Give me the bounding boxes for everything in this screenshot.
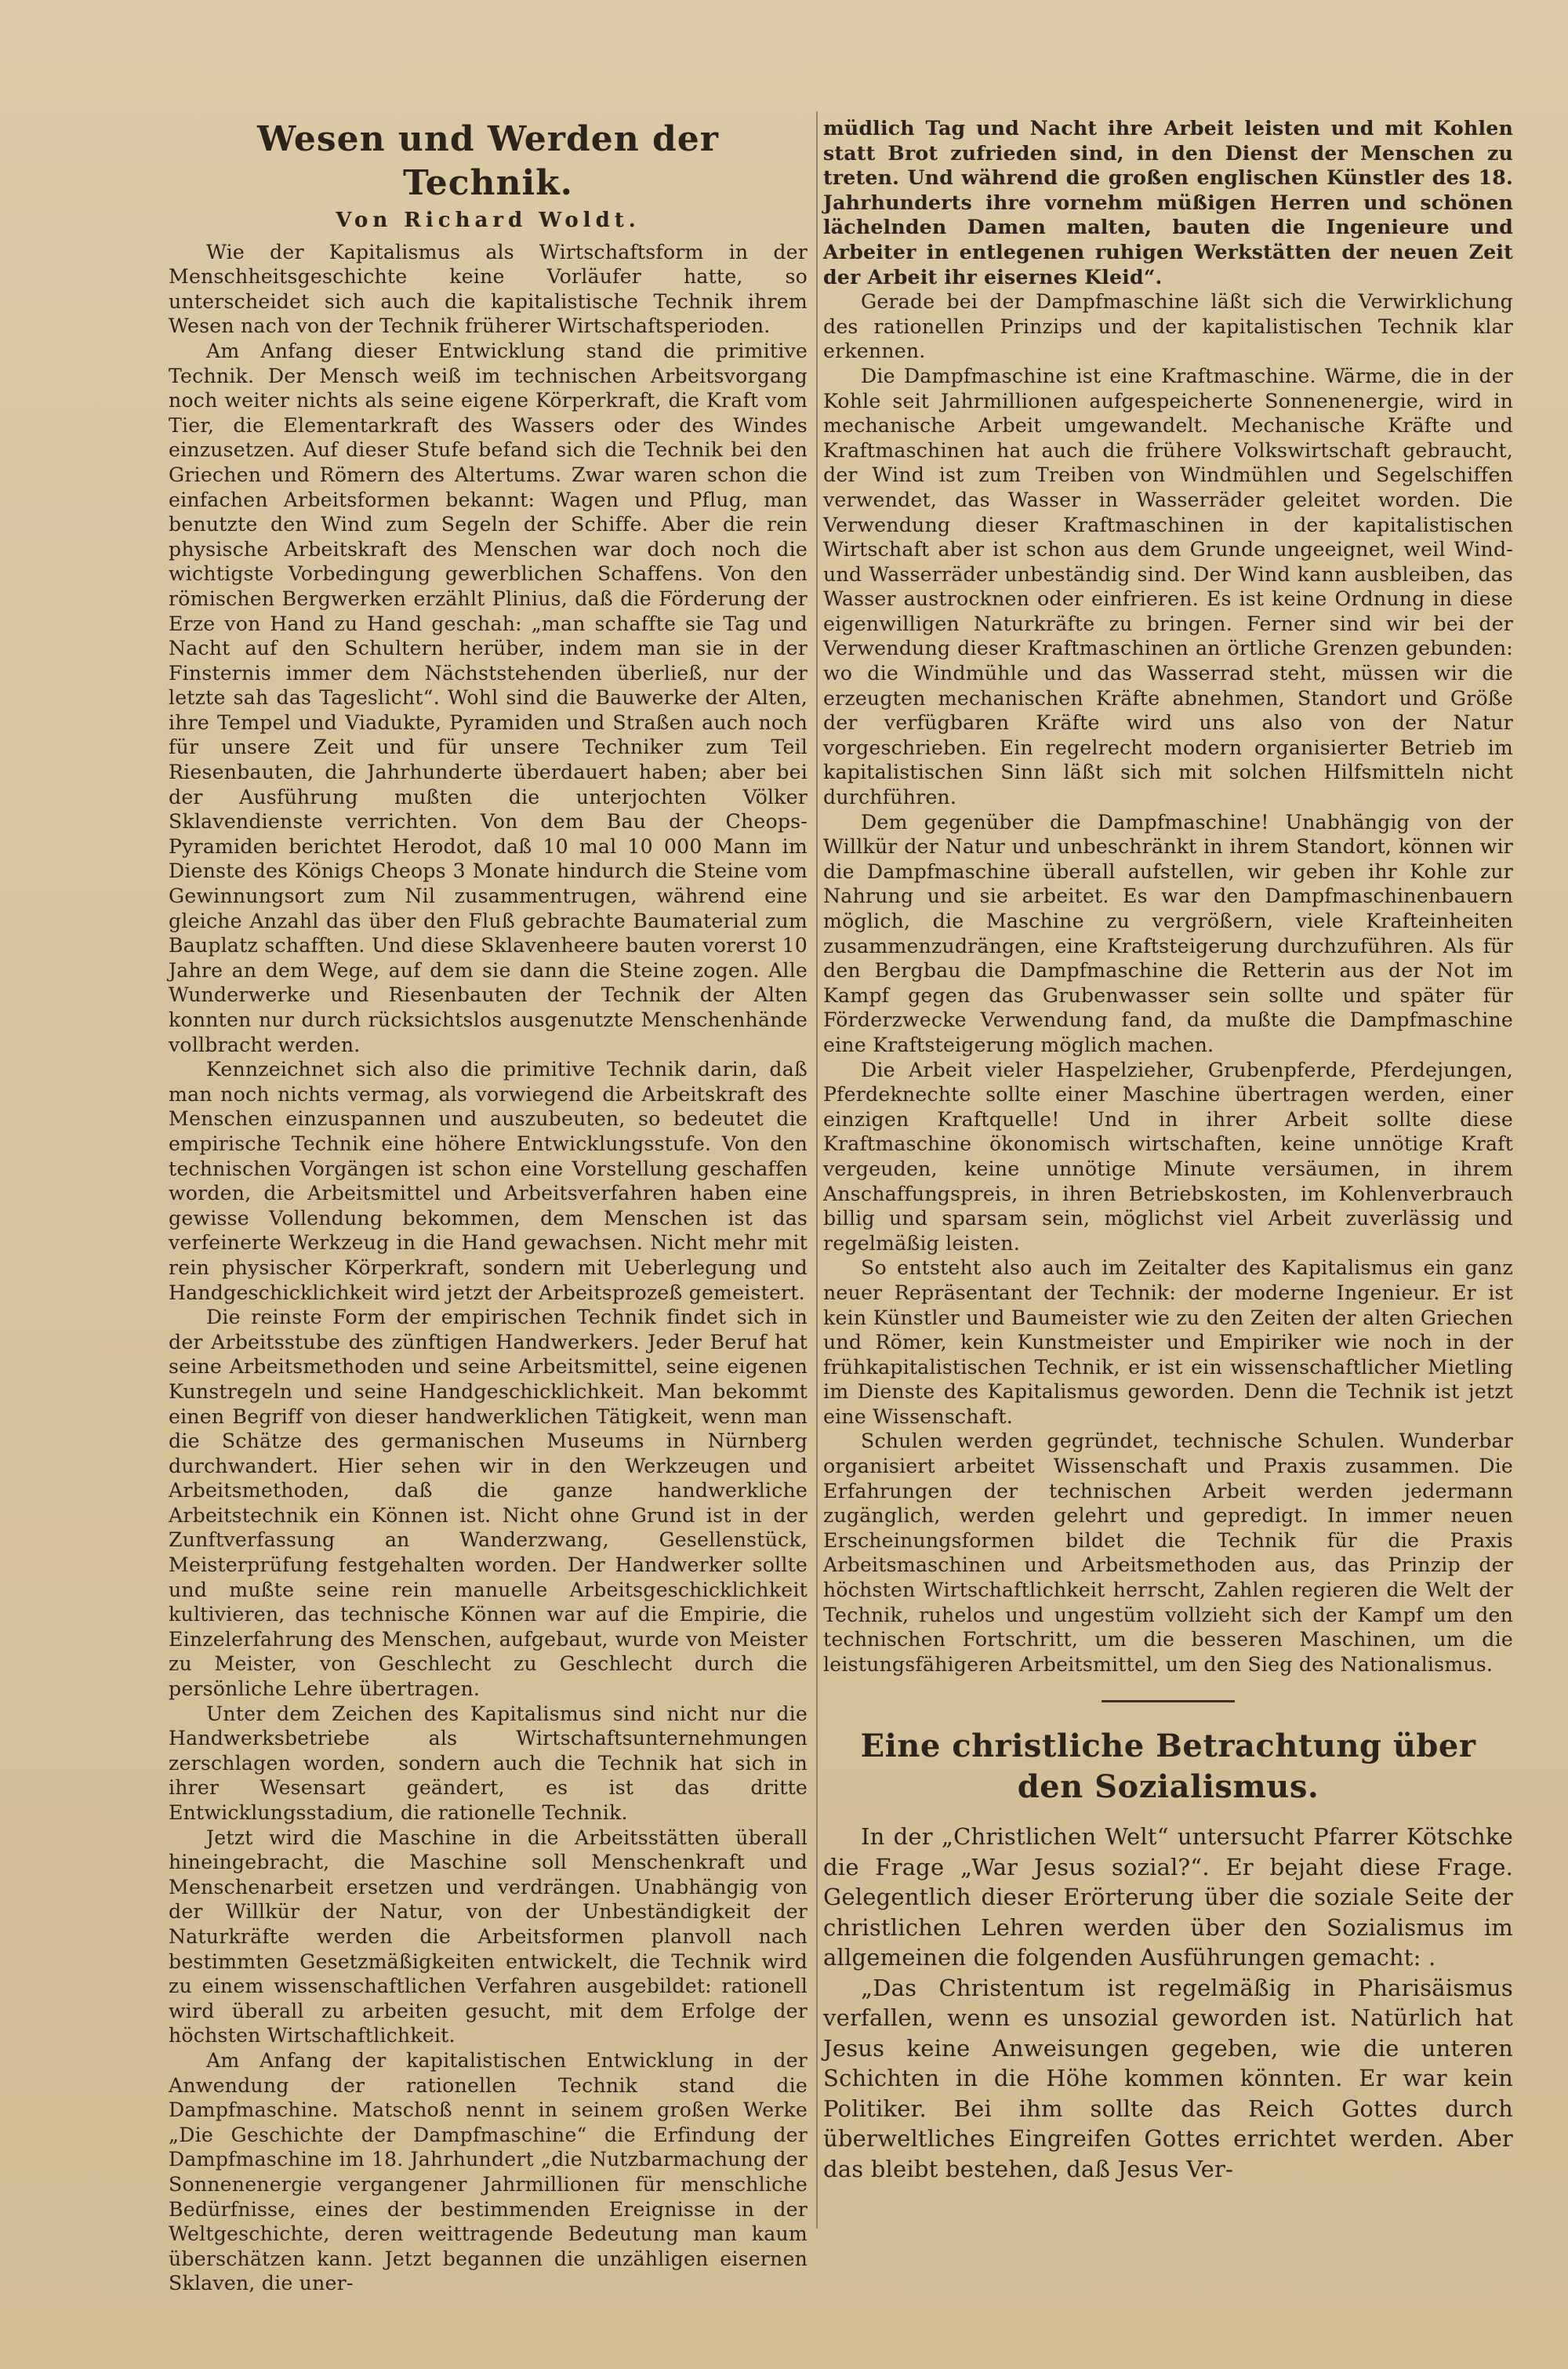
second-article bbox=[823, 1726, 1513, 2184]
article-byline: Von Richard Woldt. bbox=[336, 209, 641, 232]
column-divider bbox=[816, 111, 818, 2229]
left-column bbox=[169, 118, 808, 2296]
paragraph: Jetzt wird die Maschine in die Arbeitsstätten überall hineingebracht, die Maschine soll Menschenkraft und Menschenarbeit ersetzen und verdrängen. Unabhängig von der Willkür der Natur, von der Unbeständigkeit der Naturkräfte werden die Arbeitsformen planvoll nach bestimmten Gesetzmäßigkeiten entwickelt, die Technik wird zu einem wissenschaftlichen Verfahren ausgebildet: rationell wird überall zu arbeiten gesucht, mit dem Erfolge der höchsten Wirtschaftlichkeit. bbox=[169, 1826, 808, 2047]
paragraph: Gerade bei der Dampfmaschine läßt sich die Verwirklichung des rationellen Prinzips und der kapitalistischen Technik klar erkennen. bbox=[823, 290, 1513, 363]
article-separator bbox=[1102, 1700, 1235, 1702]
paragraph: Die Dampfmaschine ist eine Kraftmaschine. Wärme, die in der Kohle seit Jahrmillionen aufgespeicherte Sonnenenergie, wird in mechanische Arbeit umgewandelt. Mechanische Kräfte und Kraftmaschinen hat auch die frühere Volkswirtschaft gebraucht, der Wind ist zum Treiben von Windmühlen und Segelschiffen verwendet, das Wasser in Wasserräder geleitet worden. Die Verwendung dieser Kraftmaschinen in der kapitalistischen Wirtschaft aber ist schon aus dem Grunde ungeeignet, weil Wind- und Wasserräder unbeständig sind. Der Wind kann ausbleiben, das Wasser austrocknen oder einfrieren. Es ist keine Ordnung in diese eigenwilligen Naturkräfte zu bringen. Ferner sind wir bei der Verwendung dieser Kraftmaschinen an örtliche Grenzen gebunden: wo die Windmühle und das Wasserrad steht, müssen wir die erzeugten mechanischen Kräfte abnehmen, Standort und Größe der verfügbaren Kräfte wird uns also von der Natur vorgeschrieben. Ein regelrecht modern organisierter Betrieb im kapitalistischen Sinn läßt sich mit solchen Hilfsmitteln nicht durchführen. bbox=[823, 364, 1513, 809]
paragraph: Kennzeichnet sich also die primitive Technik darin, daß man noch nichts vermag, als vorwiegend die Arbeitskraft des Menschen einzuspannen und auszubeuten, so bedeutet die empirische Technik eine höhere Entwicklungsstufe. Von den technischen Vorgängen ist schon eine Vorstellung geschaffen worden, die Arbeitsmittel und Arbeitsverfahren haben eine gewisse Vollendung bekommen, dem Menschen ist das verfeinerte Werkzeug in die Hand gewachsen. Nicht mehr mit rein physischer Körperkraft, sondern mit Ueberlegung und Handgeschicklichkeit wird jetzt der Arbeitsprozeß gemeistert. bbox=[169, 1058, 808, 1304]
paragraph: Die reinste Form der empirischen Technik findet sich in der Arbeitsstube des zünftigen Handwerkers. Jeder Beruf hat seine Arbeitsmethoden und seine Arbeitsmittel, seine eigenen Kunstregeln und seine Handgeschicklichkeit. Man bekommt einen Begriff von dieser handwerklichen Tätigkeit, wenn man die Schätze des germanischen Museums in Nürnberg durchwandert. Hier sehen wir in den Werkzeugen und Arbeitsmethoden, daß die ganze handwerkliche Arbeitstechnik ein Können ist. Nicht ohne Grund ist in der Zunftverfassung an Wanderzwang, Gesellenstück, Meisterprüfung festgehalten worden. Der Handwerker sollte und mußte seine rein manuelle Arbeitsgeschicklichkeit kultivieren, das technische Können war auf die Empirie, die Einzelerfahrung des Menschen, aufgebaut, wurde von Meister zu Meister, von Geschlecht zu Geschlecht durch die persönliche Lehre übertragen. bbox=[169, 1306, 808, 1701]
paragraph: So entsteht also auch im Zeitalter des Kapitalismus ein ganz neuer Repräsentant der Technik: der moderne Ingenieur. Er ist kein Künstler und Baumeister wie zu den Zeiten der alten Griechen und Römer, kein Kunstmeister und Empiriker wie noch in der frühkapitalistischen Technik, er ist ein wissenschaftlicher Mietling im Dienste des Kapitalismus geworden. Denn die Technik ist jetzt eine Wissenschaft. bbox=[823, 1256, 1513, 1428]
paragraph: Am Anfang dieser Entwicklung stand die primitive Technik. Der Mensch weiß im technischen Arbeitsvorgang noch weiter nichts als seine eigene Körperkraft, die Kraft vom Tier, die Elementarkraft des Wassers oder des Windes einzusetzen. Auf dieser Stufe befand sich die Technik bei den Griechen und Römern des Altertums. Zwar waren schon die einfachen Arbeitsformen bekannt: Wagen und Pflug, man benutzte den Wind zum Segeln der Schiffe. Aber die rein physische Arbeitskraft des Menschen war doch noch die wichtigste Vorbedingung gewerblichen Schaffens. Von den römischen Bergwerken erzählt Plinius, daß die Förderung der Erze von Hand zu Hand geschah: „man schaffte sie Tag und Nacht auf den Schultern herüber, indem man sie in der Finsternis immer dem Nächststehenden überließ, nur der letzte sah das Tageslicht“. Wohl sind die Bauwerke der Alten, ihre Tempel und Viadukte, Pyramiden und Straßen auch noch für unsere Zeit und für unsere Techniker zum Teil Riesenbauten, die Jahrhunderte überdauert haben; aber bei der Ausführung mußten die unterjochten Völker Sklavendienste verrichten. Von dem Bau der Cheops-Pyramiden berichtet Herodot, daß 10 mal 10 000 Mann im Dienste des Königs Cheops 3 Monate hindurch die Steine vom Gewinnungsort zum Nil zusammentrugen, während eine gleiche Anzahl das über den Fluß gebrachte Baumaterial zum Bauplatz schafften. Und diese Sklavenheere bauten vorerst 10 Jahre an dem Wege, auf dem sie dann die Steine zogen. Alle Wunderwerke und Riesenbauten der Technik der Alten konnten nur durch rücksichtslos ausgenutzte Menschenhände vollbracht werden. bbox=[169, 339, 808, 1056]
article-title: Eine christliche Betrachtung über den Sozialismus. bbox=[860, 1728, 1476, 1806]
paragraph: Am Anfang der kapitalistischen Entwicklung in der Anwendung der rationellen Technik stand die Dampfmaschine. Matschoß nennt in seinem großen Werke „Die Geschichte der Dampfmaschine“ die Erfindung der Dampfmaschine im 18. Jahrhundert „die Nutzbarmachung der Sonnenenergie vergangener Jahrmillionen für menschliche Bedürfnisse, eines der bestimmenden Ereignisse in der Weltgeschichte, deren weittragende Bedeutung man kaum überschätzen kann. Jetzt begannen die unzähligen eisernen Sklaven, die uner- bbox=[169, 2048, 808, 2295]
paragraph: Schulen werden gegründet, technische Schulen. Wunderbar organisiert arbeitet Wissenschaft und Praxis zusammen. Die Erfahrungen der technischen Arbeit werden jedermann zugänglich, werden gelehrt und gepredigt. In immer neuen Erscheinungsformen bildet die Technik für die Praxis Arbeitsmaschinen und Arbeitsmethoden aus, das Prinzip der höchsten Wirtschaftlichkeit herrscht, Zahlen regieren die Welt der Technik, ruhelos und ungestüm vollzieht sich der Kampf um den technischen Fortschritt, um die besseren Maschinen, um die leistungsfähigeren Arbeitsmittel, um den Sieg des Nationalismus. bbox=[823, 1430, 1513, 1676]
paragraph: Wie der Kapitalismus als Wirtschaftsform in der Menschheitsgeschichte keine Vorläufer hatte, so unterscheidet sich auch die kapitalistische Technik ihrem Wesen nach von der Technik früherer Wirtschaftsperioden. bbox=[169, 240, 808, 338]
paragraph: Die Arbeit vieler Haspelzieher, Grubenpferde, Pferdejungen, Pferdeknechte sollte einer Maschine übertragen werden, einer einzigen Kraftquelle! Und in ihrer Arbeit sollte diese Kraftmaschine ökonomisch wirtschaften, keine unnötige Kraft vergeuden, keine unnötige Minute versäumen, in ihrem Anschaffungspreis, in ihren Betriebskosten, im Kohlenverbrauch billig und sparsam sein, möglichst viel Arbeit zuverlässig und regelmäßig leisten. bbox=[823, 1058, 1513, 1255]
paragraph: In der „Christlichen Welt“ untersucht Pfarrer Kötschke die Frage „War Jesus sozial?“. Er bejaht diese Frage. Gelegentlich dieser Erörterung über die soziale Seite der christlichen Lehren werden über den Sozialismus im allgemeinen die folgenden Ausführungen gemacht: . bbox=[823, 1823, 1513, 1971]
article-title: Wesen und Werden der Technik. bbox=[257, 119, 719, 203]
paragraph: Unter dem Zeichen des Kapitalismus sind nicht nur die Handwerksbetriebe als Wirtschaftsunternehmungen zerschlagen worden, sondern auch die Technik hat sich in ihrer Wesensart geändert, es ist das dritte Entwicklungsstadium, die rationelle Technik. bbox=[169, 1702, 808, 1824]
paragraph-continued: müdlich Tag und Nacht ihre Arbeit leisten und mit Kohlen statt Brot zufrieden sind, in den Dienst der Menschen zu treten. Und während die großen englischen Künstler des 18. Jahrhunderts ihre vornehm müßigen Herren und schönen lächelnden Damen malten, bauten die Ingenieure und Arbeiter in entlegenen ruhigen Werkstätten der neuen Zeit der Arbeit ihr eisernes Kleid“. bbox=[823, 116, 1513, 289]
right-column bbox=[823, 116, 1513, 2184]
paragraph: Dem gegenüber die Dampfmaschine! Unabhängig von der Willkür der Natur und unbeschränkt in ihrem Standort, können wir die Dampfmaschine überall aufstellen, wir geben ihr Kohle zur Nahrung und sie arbeitet. Es war den Dampfmaschinenbauern möglich, die Maschine zu vergrößern, viele Krafteinheiten zusammenzudrängen, eine Kraftsteigerung durchzuführen. Als für den Bergbau die Dampfmaschine die Retterin aus der Not im Kampf gegen das Grubenwasser sein sollte und später für Förderzwecke Verwendung fand, da mußte die Dampfmaschine eine Kraftsteigerung möglich machen. bbox=[823, 810, 1513, 1056]
paragraph: „Das Christentum ist regelmäßig in Pharisäismus verfallen, wenn es unsozial geworden ist. Natürlich hat Jesus keine Anweisungen gegeben, wie die unteren Schichten in die Höhe kommen könnten. Er war kein Politiker. Bei ihm sollte das Reich Gottes durch überweltliches Eingreifen Gottes errichtet werden. Aber das bleibt bestehen, daß Jesus Ver- bbox=[823, 1974, 1513, 2182]
